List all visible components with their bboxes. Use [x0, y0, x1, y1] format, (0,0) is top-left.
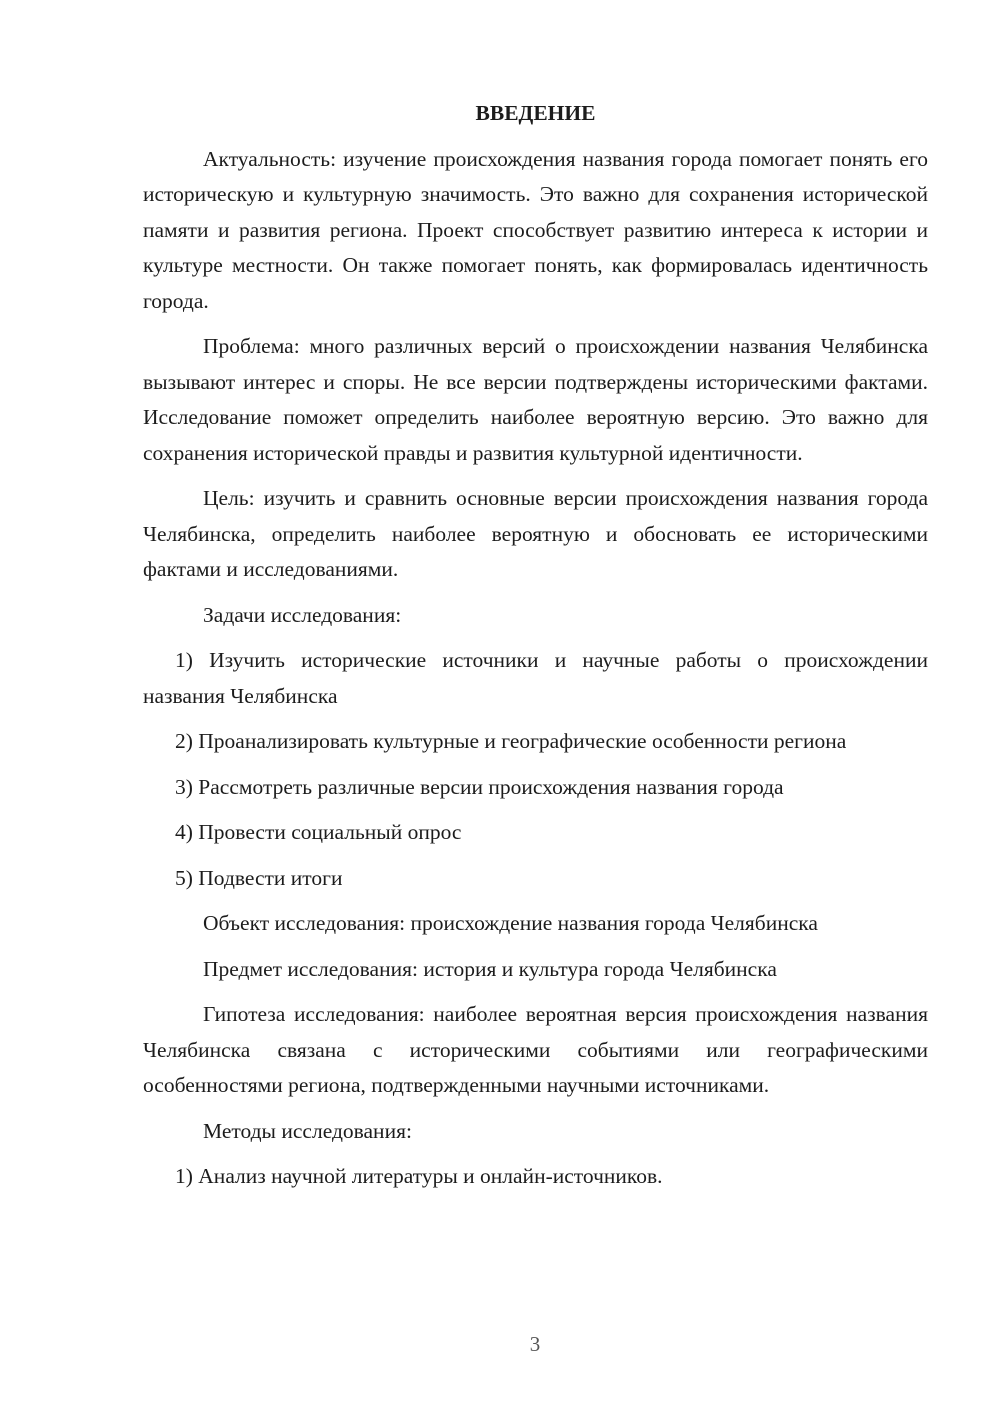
subject-paragraph: Предмет исследования: история и культура города Челябинска [203, 956, 777, 981]
section-title: ВВЕДЕНИЕ [475, 101, 596, 125]
object-paragraph: Объект исследования: происхождение названия города Челябинска [203, 911, 818, 935]
task-item-2: 2) Проанализировать культурные и географические особенности региона [175, 729, 847, 753]
hypothesis-paragraph: Гипотеза исследования: наиболее вероятная версия происхождения названия Челябинска связана с историческими событиями или географическими особенностями региона, подтвержденными научными источниками. [143, 1002, 928, 1097]
task-item-1: 1) Изучить исторические источники и научные работы о происхождении названия Челябинска [143, 648, 928, 708]
page-number: 3 [529, 1332, 541, 1356]
relevance-paragraph: Актуальность: изучение происхождения названия города помогает понять его историческую и культурную значимость. Это важно для сохранения исторической памяти и развития региона. Проект способствует развитию интереса к истории и культуре местности. Он также помогает понять, как формировалась идентичность города. [143, 146, 928, 313]
methods-heading: Методы исследования: [203, 1118, 412, 1143]
problem-paragraph: Проблема: много различных версий о происхождении названия Челябинска вызывают интерес и споры. Не все версии подтверждены историческими фактами. Исследование поможет определить наиболее вероятную версию. Это важно для сохранения исторической правды и развития культурной идентичности. [143, 334, 928, 465]
method-item-1: 1) Анализ научной литературы и онлайн-источников. [175, 1164, 663, 1188]
task-item-5: 5) Подвести итоги [175, 865, 343, 890]
goal-paragraph: Цель: изучить и сравнить основные версии происхождения названия города Челябинска, определить наиболее вероятную и обосновать ее историческими фактами и исследованиями. [143, 486, 928, 581]
task-item-3: 3) Рассмотреть различные версии происхождения названия города [175, 774, 784, 799]
task-item-4: 4) Провести социальный опрос [175, 820, 462, 844]
document-page [143, 96, 928, 1205]
tasks-heading: Задачи исследования: [203, 602, 402, 627]
